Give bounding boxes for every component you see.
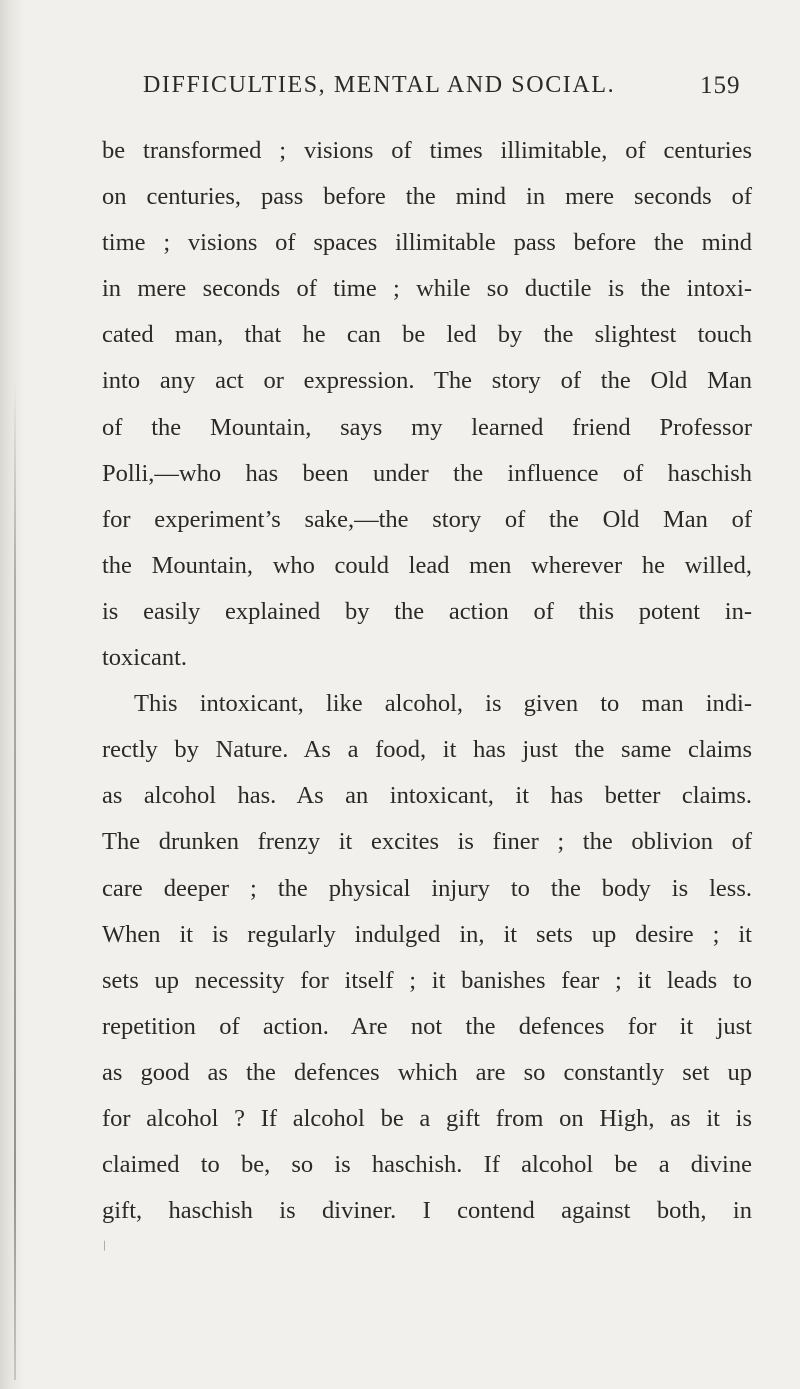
text-line: for alcohol ? If alcohol be a gift from on High, as it is [102, 1104, 752, 1132]
text-line: into any act or expression. The story of the Old Man [102, 367, 752, 395]
text-line: as alcohol has. As an intoxicant, it has better claims. [102, 782, 752, 810]
text-line: for experiment’s sake,—the story of the Old Man of [102, 505, 752, 533]
text-line: of the Mountain, says my learned friend Professor [102, 413, 752, 441]
text-line: sets up necessity for itself ; it banishes fear ; it leads to [102, 966, 752, 994]
text-line: claimed to be, so is haschish. If alcohol be a divine [102, 1151, 752, 1179]
paragraph-start-line: This intoxicant, like alcohol, is given to man indi- [134, 690, 752, 718]
text-line: When it is regularly indulged in, it sets up desire ; it [102, 920, 752, 948]
text-line: time ; visions of spaces illimitable pass before the mind [102, 229, 752, 257]
body-text [102, 128, 752, 1234]
stray-ink-mark: / [100, 1238, 110, 1255]
paragraph-end-line: toxicant. [102, 644, 188, 672]
running-head [0, 72, 800, 108]
text-line: gift, haschish is diviner. I contend against both, in [102, 1197, 752, 1225]
page-gutter-shadow [0, 0, 24, 1389]
text-line: as good as the defences which are so constantly set up [102, 1058, 752, 1086]
text-line: be transformed ; visions of times illimitable, of centuries [102, 137, 752, 164]
text-line: cated man, that he can be led by the slightest touch [102, 321, 752, 349]
text-line: is easily explained by the action of this potent in- [102, 597, 752, 625]
page-number: 159 [700, 72, 741, 99]
text-line: rectly by Nature. As a food, it has just the same claims [102, 736, 752, 764]
binding-edge [14, 380, 16, 1380]
text-line: care deeper ; the physical injury to the body is less. [102, 874, 752, 902]
text-line: Polli,—who has been under the influence of haschish [102, 459, 752, 487]
text-line: repetition of action. Are not the defences for it just [102, 1012, 752, 1040]
text-line: The drunken frenzy it excites is finer ; the oblivion of [102, 828, 752, 856]
text-line: the Mountain, who could lead men wherever he willed, [102, 551, 752, 579]
text-line: in mere seconds of time ; while so ductile is the intoxi- [102, 275, 752, 303]
running-head-title: DIFFICULTIES, MENTAL AND SOCIAL. [143, 72, 616, 98]
text-line: on centuries, pass before the mind in mere seconds of [102, 183, 752, 211]
